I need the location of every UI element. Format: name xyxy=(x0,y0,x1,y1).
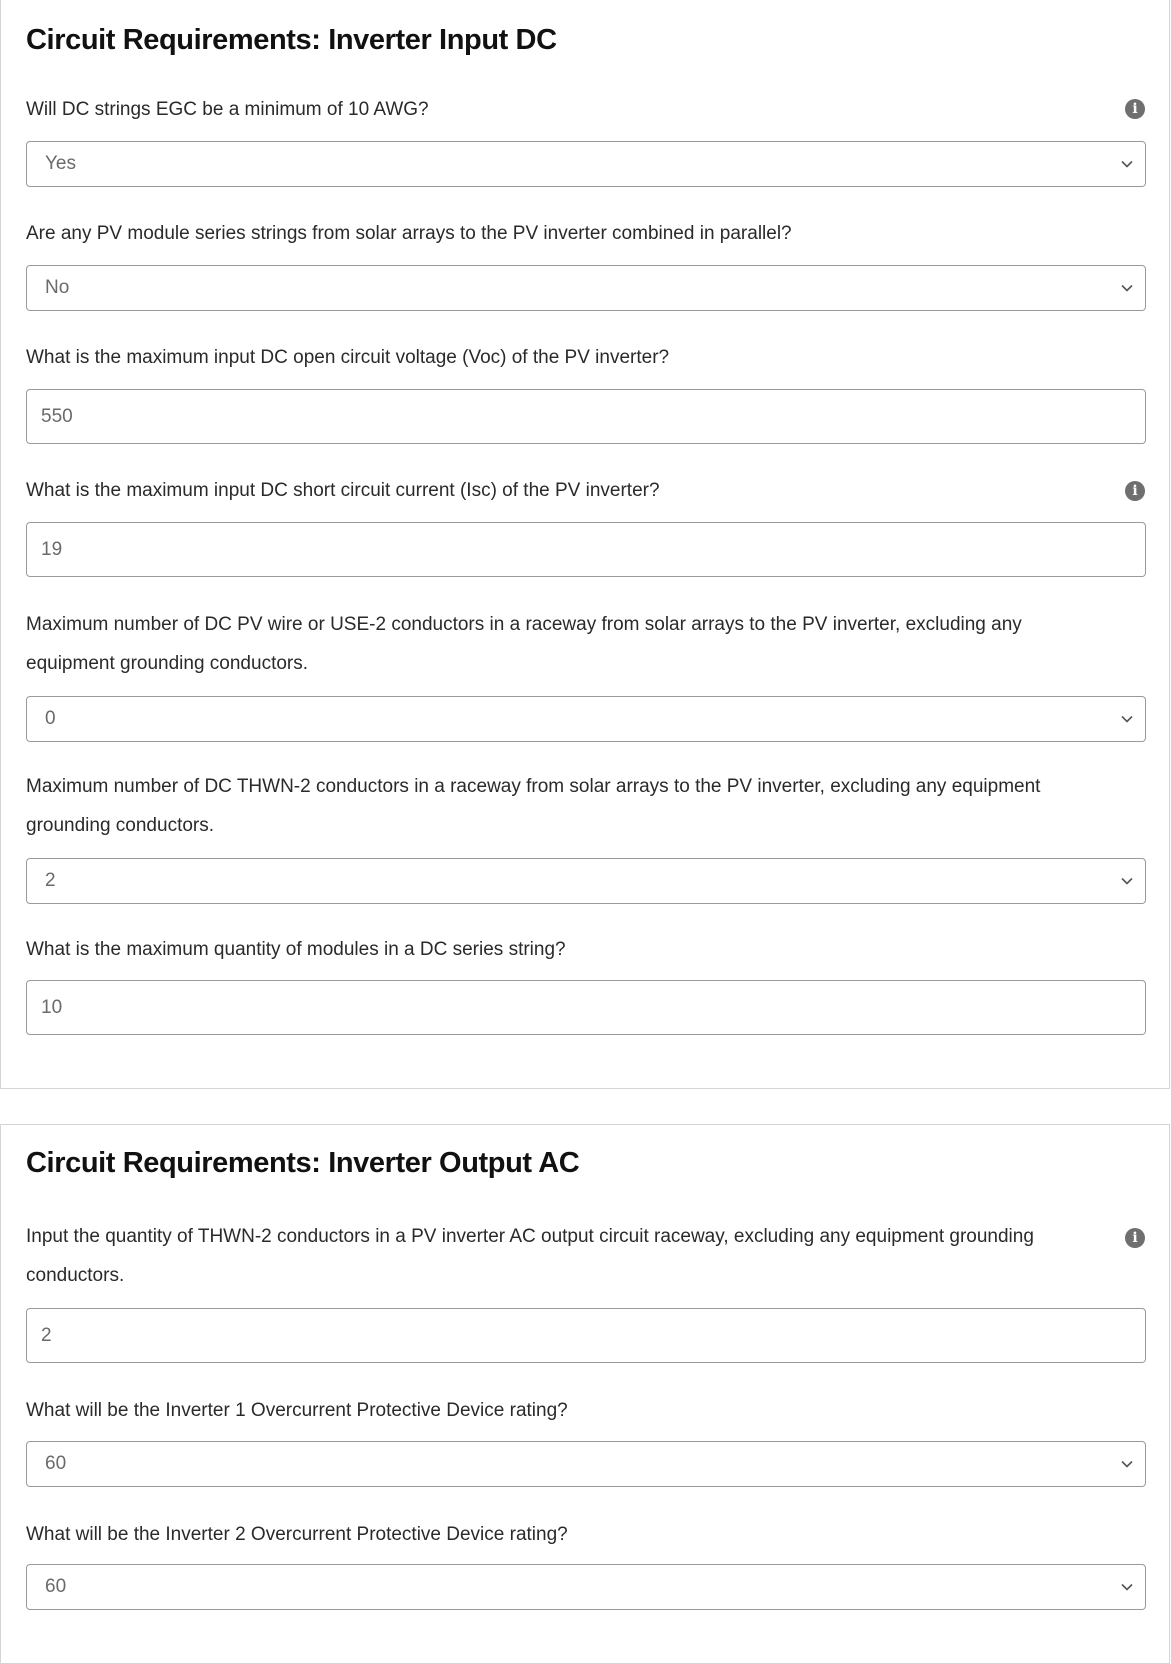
info-icon[interactable]: i xyxy=(1125,1228,1145,1248)
question-label-max-input-voc: What is the maximum input DC open circuit voltage (Voc) of the PV inverter? xyxy=(26,347,670,368)
input-value: 19 xyxy=(41,538,63,560)
select-value: 60 xyxy=(45,1453,67,1474)
question-label-ac-thwn2-conductors: Input the quantity of THWN-2 conductors in a PV inverter AC output circuit raceway, excluding any equipment grounding conductors. xyxy=(26,1226,1034,1286)
question-label-max-dc-pv-wire-conductors: Maximum number of DC PV wire or USE-2 conductors in a raceway from solar arrays to the PV inverter, excluding any equipment grounding conductors. xyxy=(26,614,1022,674)
max-dc-pv-wire-conductors-select[interactable] xyxy=(26,696,1146,742)
select-value: Yes xyxy=(45,153,76,174)
chevron-down-icon xyxy=(1121,1460,1133,1468)
info-icon[interactable]: i xyxy=(1125,481,1145,501)
max-input-voc-input[interactable] xyxy=(26,389,1146,444)
question-label-strings-combined-parallel: Are any PV module series strings from solar arrays to the PV inverter combined in parallel? xyxy=(26,223,792,244)
ac-thwn2-conductors-input[interactable] xyxy=(26,1308,1146,1363)
chevron-down-icon xyxy=(1121,715,1133,723)
strings-combined-parallel-select[interactable] xyxy=(26,265,1146,311)
inverter-output-ac-panel xyxy=(0,1124,1170,1664)
question-label-dc-egc-min-10awg: Will DC strings EGC be a minimum of 10 AWG? xyxy=(26,99,429,120)
info-icon[interactable]: i xyxy=(1125,99,1145,119)
max-input-isc-input[interactable] xyxy=(26,522,1146,577)
section-title-inverter-input-dc: Circuit Requirements: Inverter Input DC xyxy=(26,24,557,56)
chevron-down-icon xyxy=(1121,1583,1133,1591)
inverter1-ocpd-rating-select[interactable] xyxy=(26,1441,1146,1487)
question-label-max-input-isc: What is the maximum input DC short circuit current (Isc) of the PV inverter? xyxy=(26,480,660,501)
input-value: 550 xyxy=(41,405,73,427)
select-value: 60 xyxy=(45,1576,67,1597)
question-label-inverter1-ocpd-rating: What will be the Inverter 1 Overcurrent Protective Device rating? xyxy=(26,1400,568,1421)
select-value: No xyxy=(45,277,70,298)
chevron-down-icon xyxy=(1121,160,1133,168)
question-label-max-modules-series-string: What is the maximum quantity of modules in a DC series string? xyxy=(26,939,566,960)
input-value: 2 xyxy=(41,1324,52,1346)
input-value: 10 xyxy=(41,996,63,1018)
dc-egc-min-10awg-select[interactable] xyxy=(26,141,1146,187)
select-value: 0 xyxy=(45,708,56,729)
chevron-down-icon xyxy=(1121,877,1133,885)
chevron-down-icon xyxy=(1121,284,1133,292)
max-modules-series-string-input[interactable] xyxy=(26,980,1146,1035)
section-title-inverter-output-ac: Circuit Requirements: Inverter Output AC xyxy=(26,1147,580,1179)
select-value: 2 xyxy=(45,870,56,891)
question-label-max-dc-thwn2-conductors: Maximum number of DC THWN-2 conductors in a raceway from solar arrays to the PV inverter, excluding any equipment grounding conductors. xyxy=(26,776,1041,836)
question-label-inverter2-ocpd-rating: What will be the Inverter 2 Overcurrent Protective Device rating? xyxy=(26,1524,568,1545)
inverter2-ocpd-rating-select[interactable] xyxy=(26,1564,1146,1610)
max-dc-thwn2-conductors-select[interactable] xyxy=(26,858,1146,904)
